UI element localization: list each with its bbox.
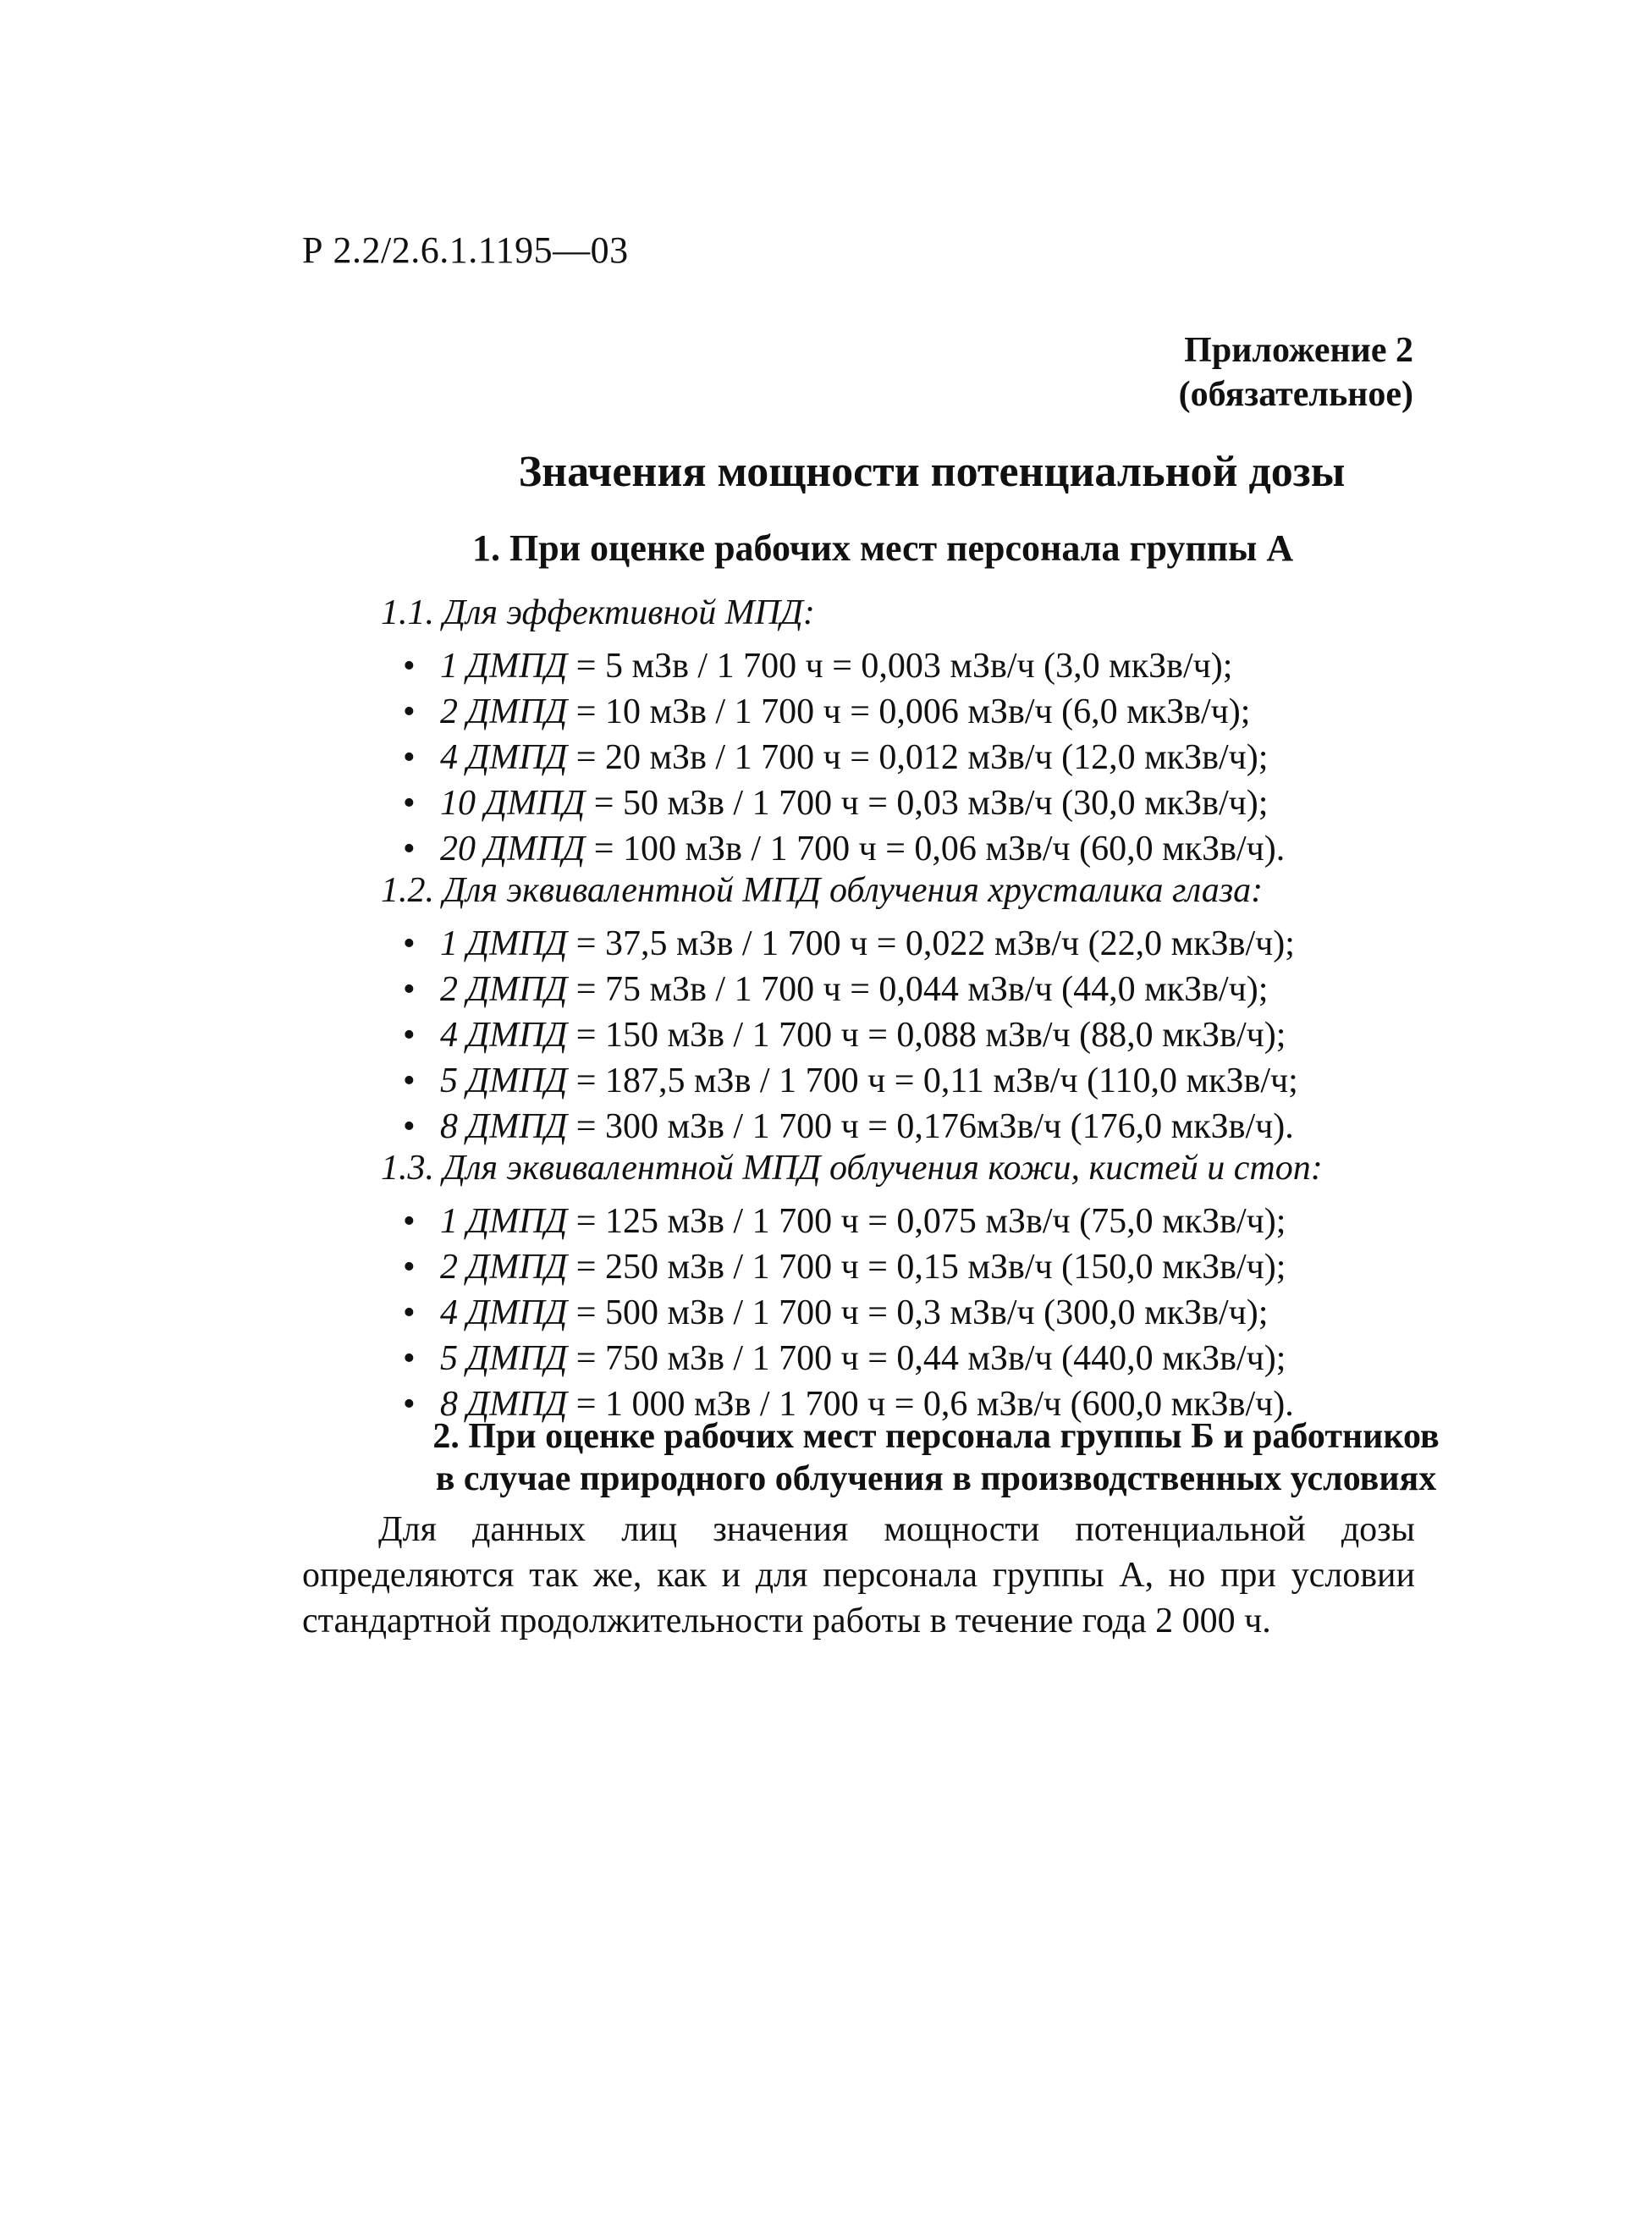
bullet-icon: •: [403, 784, 416, 823]
bullet-icon: •: [403, 1385, 416, 1424]
list-item-label: 2 ДМПД: [440, 692, 568, 731]
bullet-icon: •: [403, 1107, 416, 1146]
list-item-label: 1 ДМПД: [440, 1202, 568, 1241]
bullet-icon: •: [403, 1339, 416, 1378]
list-item-text: = 300 мЗв / 1 700 ч = 0,176мЗв/ч (176,0 мкЗв/ч).: [567, 1107, 1294, 1146]
list-item-text: = 1 000 мЗв / 1 700 ч = 0,6 мЗв/ч (600,0 мкЗв/ч).: [567, 1385, 1294, 1424]
list-item-label: 1 ДМПД: [440, 924, 568, 963]
list-item-label: 1 ДМПД: [440, 647, 568, 686]
bullet-icon: •: [403, 692, 416, 731]
page-title-text: Значения мощности потенциальной дозы: [518, 448, 1346, 496]
list-item-text: = 100 мЗв / 1 700 ч = 0,06 мЗв/ч (60,0 мкЗв/ч).: [585, 830, 1286, 868]
list-item: [398, 735, 1285, 780]
list-item-text: = 10 мЗв / 1 700 ч = 0,006 мЗв/ч (6,0 мкЗв/ч);: [567, 692, 1251, 731]
bullet-icon: •: [403, 1202, 416, 1241]
document-code: Р 2.2/2.6.1.1195—03: [302, 229, 629, 271]
subsection-1-2-heading: 1.2. Для эквивалентной МПД облучения хрусталика глаза:: [381, 871, 1264, 910]
list-item: [398, 1290, 1294, 1336]
list-item-label: 8 ДМПД: [440, 1107, 568, 1146]
bullet-icon: •: [403, 970, 416, 1009]
bullet-icon: •: [403, 1248, 416, 1287]
bullet-icon: •: [403, 924, 416, 963]
subsection-1-2-list: [398, 921, 1298, 1150]
appendix-number: Приложение 2: [1184, 331, 1413, 370]
list-item-label: 5 ДМПД: [440, 1339, 568, 1378]
bullet-icon: •: [403, 1293, 416, 1332]
list-item-text: = 20 мЗв / 1 700 ч = 0,012 мЗв/ч (12,0 мкЗв/ч);: [567, 738, 1269, 777]
list-item-text: = 5 мЗв / 1 700 ч = 0,003 мЗв/ч (3,0 мкЗв/ч);: [567, 647, 1233, 686]
bullet-icon: •: [403, 830, 416, 868]
subsection-1-1-heading: 1.1. Для эффективной МПД:: [381, 593, 815, 632]
appendix-label: [1179, 328, 1413, 416]
list-item-label: 5 ДМПД: [440, 1061, 568, 1100]
list-item-text: = 750 мЗв / 1 700 ч = 0,44 мЗв/ч (440,0 мкЗв/ч);: [567, 1339, 1286, 1378]
list-item: [398, 921, 1298, 967]
bullet-icon: •: [403, 1016, 416, 1055]
section-2-heading: [0, 1415, 1652, 1500]
list-item-label: 20 ДМПД: [440, 830, 586, 868]
list-item-text: = 75 мЗв / 1 700 ч = 0,044 мЗв/ч (44,0 мкЗв/ч);: [567, 970, 1269, 1009]
section-2-heading-line-2: в случае природного облучения в производственных условиях: [435, 1459, 1437, 1498]
list-item: [398, 1244, 1294, 1290]
list-item: [398, 967, 1298, 1012]
bullet-icon: •: [403, 1061, 416, 1100]
bullet-icon: •: [403, 647, 416, 686]
list-item-text: = 250 мЗв / 1 700 ч = 0,15 мЗв/ч (150,0 мкЗв/ч);: [567, 1248, 1286, 1287]
list-item-text: = 150 мЗв / 1 700 ч = 0,088 мЗв/ч (88,0 мкЗв/ч);: [567, 1016, 1286, 1055]
section-2-paragraph: Для данных лиц значения мощности потенциальной дозы определяются так же, как и для персонала группы А, но при условии стандартной продолжительности работы в течение года 2 000 ч.: [302, 1510, 1415, 1640]
list-item-text: = 500 мЗв / 1 700 ч = 0,3 мЗв/ч (300,0 мкЗв/ч);: [567, 1293, 1269, 1332]
subsection-1-1-list: [398, 643, 1285, 872]
list-item: [398, 1012, 1298, 1058]
list-item-text: = 187,5 мЗв / 1 700 ч = 0,11 мЗв/ч (110,0 мкЗв/ч;: [567, 1061, 1298, 1100]
list-item-text: = 50 мЗв / 1 700 ч = 0,03 мЗв/ч (30,0 мкЗв/ч);: [585, 784, 1269, 823]
list-item-text: = 37,5 мЗв / 1 700 ч = 0,022 мЗв/ч (22,0 мкЗв/ч);: [567, 924, 1295, 963]
page-title: [0, 447, 1652, 497]
list-item-label: 4 ДМПД: [440, 738, 568, 777]
list-item-label: 10 ДМПД: [440, 784, 586, 823]
bullet-icon: •: [403, 738, 416, 777]
list-item: [398, 780, 1285, 826]
subsection-1-3-heading: 1.3. Для эквивалентной МПД облучения кожи, кистей и стоп:: [381, 1149, 1323, 1188]
list-item: [398, 1104, 1298, 1150]
list-item-label: 4 ДМПД: [440, 1293, 568, 1332]
list-item: [398, 1199, 1294, 1244]
list-item: [398, 1058, 1298, 1104]
section-2-heading-line-1: 2. При оценке рабочих мест персонала группы Б и работников: [432, 1417, 1440, 1456]
list-item: [398, 826, 1285, 872]
appendix-status: (обязательное): [1178, 375, 1413, 414]
section-1-heading: 1. При оценке рабочих мест персонала группы А: [472, 527, 1294, 569]
list-item: [398, 643, 1285, 689]
list-item-label: 4 ДМПД: [440, 1016, 568, 1055]
list-item-label: 8 ДМПД: [440, 1385, 568, 1424]
list-item-label: 2 ДМПД: [440, 1248, 568, 1287]
list-item-text: = 125 мЗв / 1 700 ч = 0,075 мЗв/ч (75,0 мкЗв/ч);: [567, 1202, 1286, 1241]
list-item: [398, 1336, 1294, 1381]
subsection-1-3-list: [398, 1199, 1294, 1427]
list-item-label: 2 ДМПД: [440, 970, 568, 1009]
list-item: [398, 689, 1285, 735]
